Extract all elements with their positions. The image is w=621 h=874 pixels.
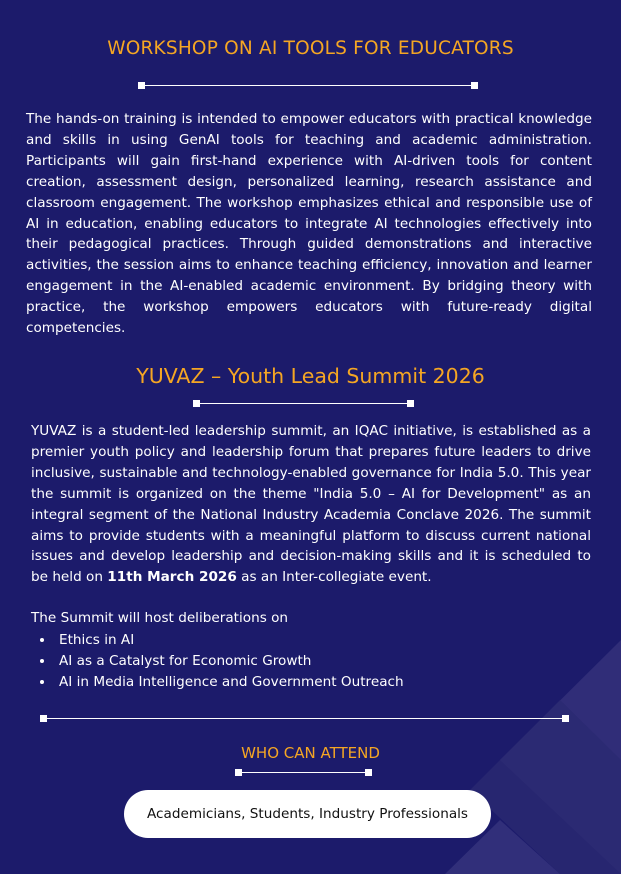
workshop-title-divider — [141, 85, 475, 86]
workshop-description: The hands-on training is intended to empower educators with practical knowledge and skills in using GenAI tools for teaching and academic administration. Participants will gain first-hand experience with AI-driven tools for content creation, assessment design, personalized learning, research assistance and classroom engagement. The workshop emphasizes ethical and responsible use of AI in education, enabling educators to integrate AI technologies effectively into their pedagogical practices. Through guided demonstrations and interactive activities, the session aims to enhance teaching efficiency, innovation and learner engagement in the AI-enabled academic environment. By bridging theory with practice, the workshop empowers educators with future-ready digital competencies. — [26, 111, 592, 337]
section-divider — [43, 718, 566, 719]
attend-title: WHO CAN ATTEND — [241, 744, 380, 762]
summit-description-end: as an Inter-collegiate event. — [236, 569, 432, 586]
audience-badge — [124, 790, 491, 838]
workshop-title: WORKSHOP ON AI TOOLS FOR EDUCATORS — [107, 38, 514, 59]
audience-label: Academicians, Students, Industry Professionals — [146, 806, 469, 822]
list-item: AI as a Catalyst for Economic Growth — [31, 651, 404, 672]
summit-description — [31, 421, 591, 588]
list-item: Ethics in AI — [31, 630, 404, 651]
attend-title-divider — [238, 772, 369, 773]
list-item: AI in Media Intelligence and Government Outreach — [31, 672, 404, 693]
summit-title: YUVAZ – Youth Lead Summit 2026 — [136, 364, 485, 388]
summit-description-text: YUVAZ is a student-led leadership summit, an IQAC initiative, is established as a premier youth policy and leadership forum that prepares future leaders to drive inclusive, sustainable and technology-enabled governance for India 5.0. This year the summit is organized on the theme "India 5.0 – AI for Development" as an integral segment of the National Industry Academia Conclave 2026. The summit aims to provide students with a meaningful platform to discuss current national issues and develop leadership and decision-making skills and it is scheduled to be held on — [31, 423, 591, 586]
summit-date: 11th March 2026 — [107, 569, 237, 586]
summit-title-divider — [196, 403, 411, 404]
summit-topics-list — [31, 630, 404, 693]
summit-topics-lead: The Summit will host deliberations on — [31, 610, 289, 626]
